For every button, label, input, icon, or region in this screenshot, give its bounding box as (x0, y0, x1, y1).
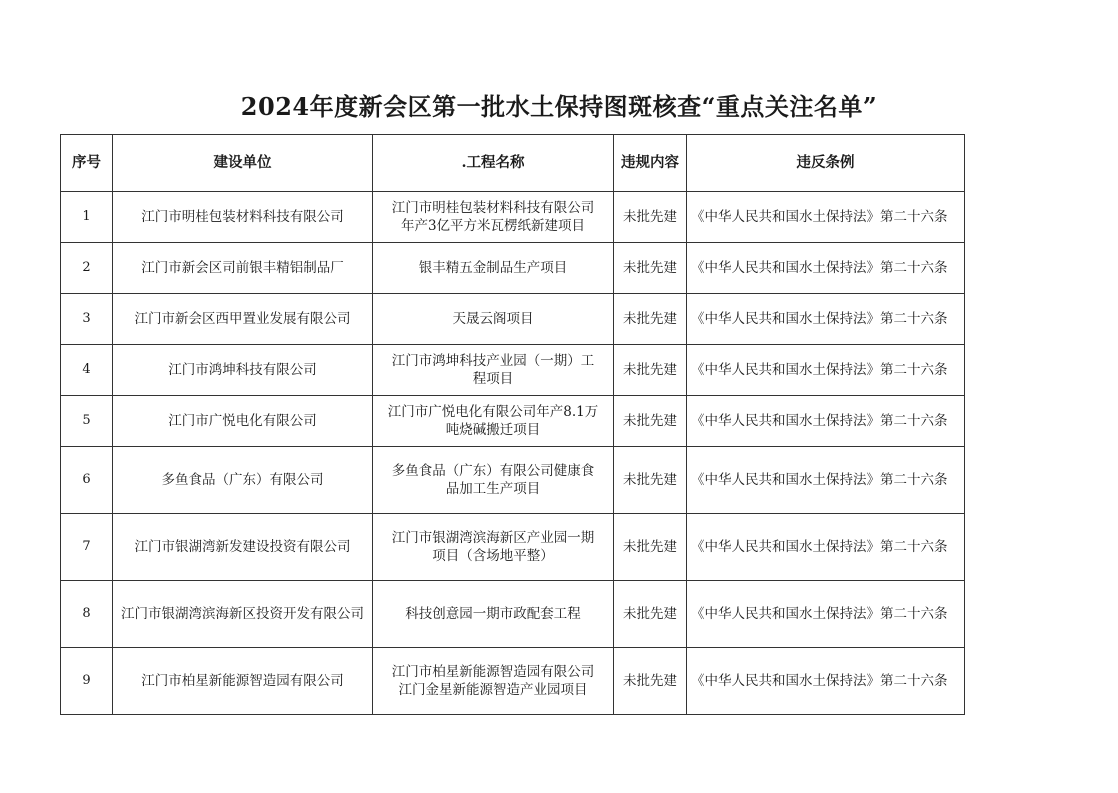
focus-list-table (60, 134, 965, 715)
cell-violation: 未批先建 (614, 294, 687, 345)
header-project: .工程名称 (373, 135, 614, 192)
cell-violation: 未批先建 (614, 192, 687, 243)
cell-index: 9 (61, 648, 113, 715)
cell-clause: 《中华人民共和国水土保持法》第二十六条 (687, 514, 965, 581)
cell-violation: 未批先建 (614, 345, 687, 396)
document-title: 2024年度新会区第一批水土保持图斑核查“重点关注名单” (240, 92, 878, 121)
cell-index: 2 (61, 243, 113, 294)
table-row (61, 514, 965, 581)
cell-unit: 江门市新会区西甲置业发展有限公司 (113, 294, 373, 345)
table-row (61, 581, 965, 648)
table-header-row (61, 135, 965, 192)
cell-violation: 未批先建 (614, 514, 687, 581)
cell-project: 银丰精五金制品生产项目 (373, 243, 614, 294)
cell-clause: 《中华人民共和国水土保持法》第二十六条 (687, 345, 965, 396)
cell-project: 江门市鸿坤科技产业园（一期）工 程项目 (373, 345, 614, 396)
cell-unit: 江门市银湖湾滨海新区投资开发有限公司 (113, 581, 373, 648)
cell-index: 5 (61, 396, 113, 447)
header-index: 序号 (61, 135, 113, 192)
cell-unit: 江门市鸿坤科技有限公司 (113, 345, 373, 396)
cell-clause: 《中华人民共和国水土保持法》第二十六条 (687, 581, 965, 648)
header-clause: 违反条例 (687, 135, 965, 192)
table-row (61, 648, 965, 715)
table-row (61, 396, 965, 447)
cell-unit: 多鱼食品（广东）有限公司 (113, 447, 373, 514)
cell-project: 江门市柏星新能源智造园有限公司 江门金星新能源智造产业园项目 (373, 648, 614, 715)
cell-unit: 江门市柏星新能源智造园有限公司 (113, 648, 373, 715)
table-row (61, 447, 965, 514)
table-row (61, 243, 965, 294)
header-violation: 违规内容 (614, 135, 687, 192)
cell-clause: 《中华人民共和国水土保持法》第二十六条 (687, 243, 965, 294)
cell-project: 天晟云阁项目 (373, 294, 614, 345)
cell-unit: 江门市银湖湾新发建设投资有限公司 (113, 514, 373, 581)
cell-project: 江门市银湖湾滨海新区产业园一期 项目（含场地平整） (373, 514, 614, 581)
cell-violation: 未批先建 (614, 243, 687, 294)
table-row (61, 345, 965, 396)
cell-violation: 未批先建 (614, 447, 687, 514)
cell-project: 多鱼食品（广东）有限公司健康食 品加工生产项目 (373, 447, 614, 514)
cell-index: 3 (61, 294, 113, 345)
table-row (61, 192, 965, 243)
cell-violation: 未批先建 (614, 396, 687, 447)
cell-unit: 江门市明桂包装材料科技有限公司 (113, 192, 373, 243)
cell-project: 科技创意园一期市政配套工程 (373, 581, 614, 648)
cell-violation: 未批先建 (614, 648, 687, 715)
header-unit: 建设单位 (113, 135, 373, 192)
cell-index: 4 (61, 345, 113, 396)
cell-index: 1 (61, 192, 113, 243)
cell-violation: 未批先建 (614, 581, 687, 648)
cell-project: 江门市明桂包装材料科技有限公司 年产3亿平方米瓦楞纸新建项目 (373, 192, 614, 243)
cell-clause: 《中华人民共和国水土保持法》第二十六条 (687, 294, 965, 345)
table-row (61, 294, 965, 345)
cell-index: 8 (61, 581, 113, 648)
cell-unit: 江门市新会区司前银丰精铝制品厂 (113, 243, 373, 294)
cell-unit: 江门市广悦电化有限公司 (113, 396, 373, 447)
cell-project: 江门市广悦电化有限公司年产8.1万 吨烧碱搬迁项目 (373, 396, 614, 447)
cell-index: 6 (61, 447, 113, 514)
cell-clause: 《中华人民共和国水土保持法》第二十六条 (687, 396, 965, 447)
cell-index: 7 (61, 514, 113, 581)
cell-clause: 《中华人民共和国水土保持法》第二十六条 (687, 648, 965, 715)
cell-clause: 《中华人民共和国水土保持法》第二十六条 (687, 447, 965, 514)
cell-clause: 《中华人民共和国水土保持法》第二十六条 (687, 192, 965, 243)
